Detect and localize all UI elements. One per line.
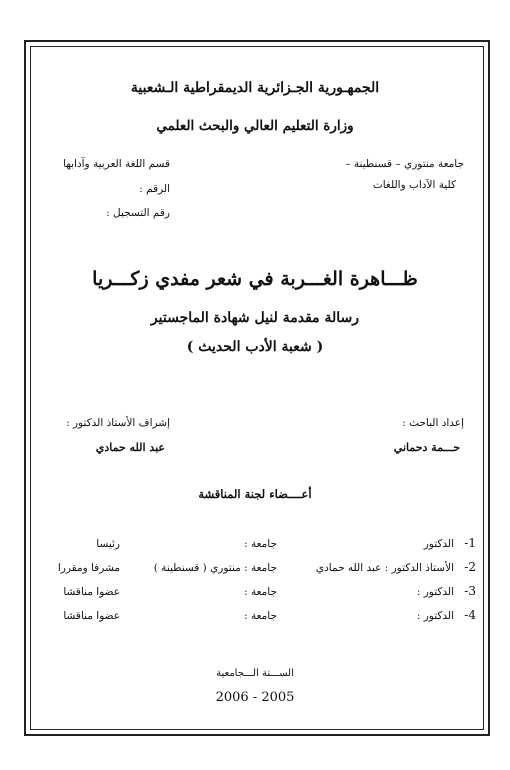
supervisor-label: إشراف الأستاذ الدكتور : <box>66 417 170 429</box>
member-title: الدكتور <box>423 538 454 550</box>
member-role: رئيسا <box>96 538 120 550</box>
member-number: 1- <box>464 536 476 550</box>
member-role: عضوا مناقشا <box>63 610 120 622</box>
thesis-subtitle: رسالة مقدمة لنيل شهادة الماجستير <box>150 310 360 326</box>
member-number: 4- <box>464 608 476 622</box>
faculty-name: كلية الآداب واللغات <box>372 179 456 191</box>
department-name: قسم اللغة العربية وآدابها <box>63 158 170 170</box>
supervisor-name: عبد الله حمادي <box>95 441 165 454</box>
researcher-name: حـــمة دحماني <box>393 441 460 454</box>
member-university: جامعة : <box>244 610 277 622</box>
member-title: الدكتور : <box>416 586 454 598</box>
member-number: 3- <box>464 584 476 598</box>
academic-years: 2006 - 2005 <box>215 690 295 705</box>
member-role: عضوا مناقشا <box>63 586 120 598</box>
page-border-inner <box>30 46 484 730</box>
committee-heading: أعــــضاء لجنة المناقشة <box>198 487 312 501</box>
member-title: الدكتور : <box>416 610 454 622</box>
member-university: جامعة : <box>244 586 277 598</box>
ministry-heading: وزارة التعليم العالي والبحث العلمي <box>156 118 354 134</box>
number-label: الرقم : <box>139 183 170 195</box>
member-number: 2- <box>464 560 476 574</box>
university-name: جامعة منتوري – قسنطينة – <box>345 158 464 170</box>
thesis-branch: ( شعبة الأدب الحديث ) <box>186 339 324 355</box>
member-title: الأستاذ الدكتور : عبد الله حمادي <box>315 562 454 574</box>
republic-heading: الجمهـورية الجـزائرية الديمقراطية الـشعبية <box>130 80 380 96</box>
registration-label: رقم التسجيل : <box>106 207 170 219</box>
member-university: جامعة : منتوري ( قسنطينة ) <box>153 562 277 574</box>
thesis-title: ظـــاهرة الغـــربة في شعر مفدي زكـــريا <box>92 268 418 290</box>
member-university: جامعة : <box>244 538 277 550</box>
member-role: مشرفا ومقررا <box>57 562 120 574</box>
researcher-label: إعداد الباحث : <box>402 417 464 429</box>
academic-year-label: الســـنة الـــجامعية <box>216 668 294 679</box>
